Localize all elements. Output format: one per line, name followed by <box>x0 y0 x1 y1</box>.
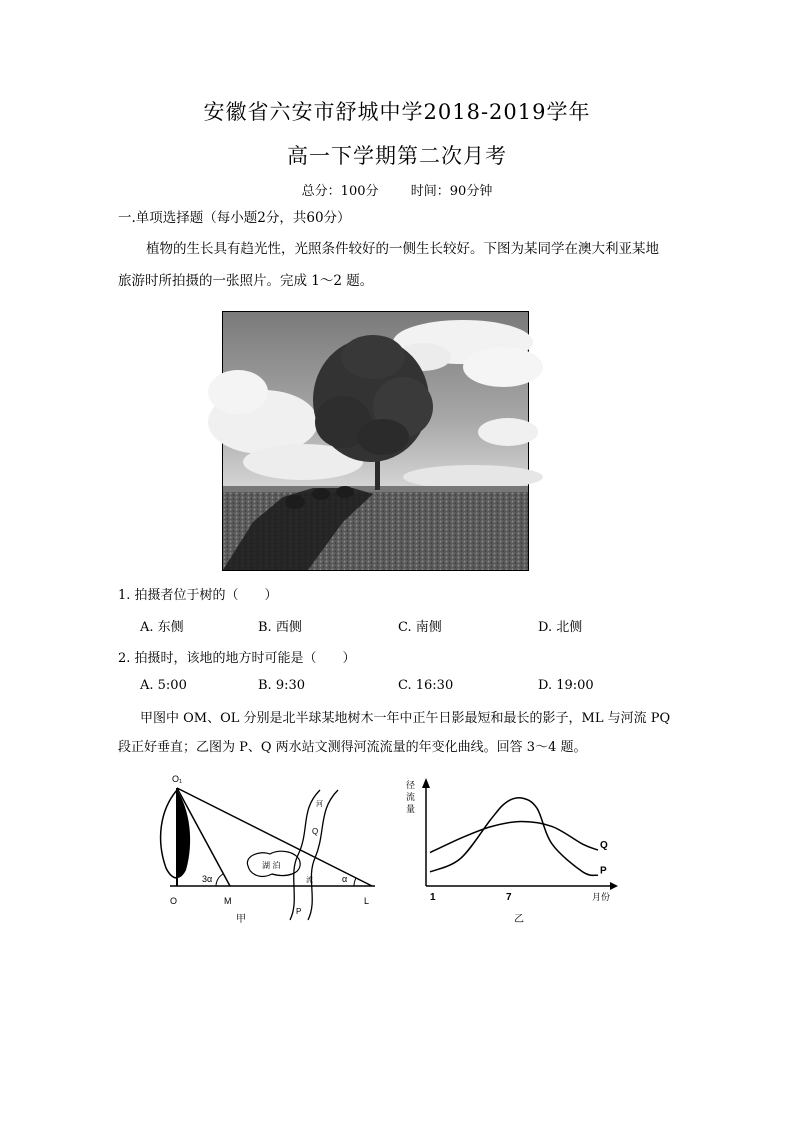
score-label: 总分：100分 <box>301 184 379 199</box>
label-river-liu: 流 <box>306 876 313 884</box>
figure-jia <box>150 770 390 930</box>
y-label-3: 量 <box>406 805 416 815</box>
label-q-station: Q <box>312 827 319 836</box>
x-tick-1: 1 <box>430 892 436 903</box>
label-o: O <box>170 896 178 906</box>
section-heading: 一.单项选择题（每小题2分，共60分） <box>118 210 351 226</box>
q1-stem: 1. 拍摄者位于树的（ ） <box>118 588 278 603</box>
x-tick-7: 7 <box>506 892 512 903</box>
figure-yi-chart <box>406 770 628 930</box>
passage2-line1: 甲图中 OM、OL 分别是北半球某地树木一年中正午日影最短和最长的影子，ML 与河流 PQ <box>140 711 671 726</box>
q1-option-d[interactable]: D. 北侧 <box>538 620 583 635</box>
x-axis-arrow <box>610 882 618 890</box>
tree-photo <box>222 311 529 571</box>
series-q-line <box>430 822 598 853</box>
angle-arc-a <box>354 878 356 886</box>
q1-option-c[interactable]: C. 南侧 <box>398 620 442 635</box>
river-bank-right <box>308 790 338 920</box>
q1-option-a[interactable]: A. 东侧 <box>140 620 184 635</box>
label-a: α <box>342 874 348 884</box>
q2-option-d[interactable]: D. 19:00 <box>538 678 594 693</box>
q1-option-b[interactable]: B. 西侧 <box>258 620 302 635</box>
label-lake: 湖 泊 <box>262 861 281 870</box>
time-label: 时间：90分钟 <box>410 184 493 199</box>
y-label-2: 流 <box>406 793 416 803</box>
ray-o1-l <box>177 788 372 886</box>
passage1-line1: 植物的生长具有趋光性，光照条件较好的一侧生长较好。下图为某同学在澳大利亚某地 <box>146 241 659 257</box>
y-axis-arrow <box>422 778 430 788</box>
q2-stem: 2. 拍摄时，该地的地方时可能是（ ） <box>118 651 356 666</box>
passage2-line2: 段正好垂直；乙图为 P、Q 两水站文测得河流流量的年变化曲线。回答 3～4 题。 <box>118 740 587 755</box>
exam-info <box>0 180 794 199</box>
page-title: 安徽省六安市舒城中学2018-2019学年 <box>203 100 591 124</box>
angle-arc-3a <box>216 874 223 886</box>
label-o1: O₁ <box>172 774 183 784</box>
label-p-station: P <box>296 907 302 916</box>
q2-option-c[interactable]: C. 16:30 <box>398 678 454 693</box>
q2-option-b[interactable]: B. 9:30 <box>258 678 306 693</box>
tree-dark-half <box>177 790 190 878</box>
caption-jia: 甲 <box>236 914 246 925</box>
y-label-1: 径 <box>406 781 416 791</box>
x-axis-label: 月份 <box>592 893 611 903</box>
series-p-line <box>430 798 598 876</box>
label-3a: 3α <box>202 874 213 884</box>
tree-outline <box>161 790 177 878</box>
q2-option-a[interactable]: A. 5:00 <box>140 678 187 693</box>
label-river-he: 河 <box>316 800 323 808</box>
series-q-label: Q <box>600 840 608 852</box>
page-subtitle: 高一下学期第二次月考 <box>287 144 507 168</box>
label-m: M <box>224 896 232 906</box>
series-p-label: P <box>600 865 607 877</box>
caption-yi: 乙 <box>514 914 524 925</box>
tree-photo-drawing <box>223 312 528 570</box>
label-l: L <box>364 896 370 906</box>
passage1-line2: 旅游时所拍摄的一张照片。完成 1～2 题。 <box>118 273 374 289</box>
